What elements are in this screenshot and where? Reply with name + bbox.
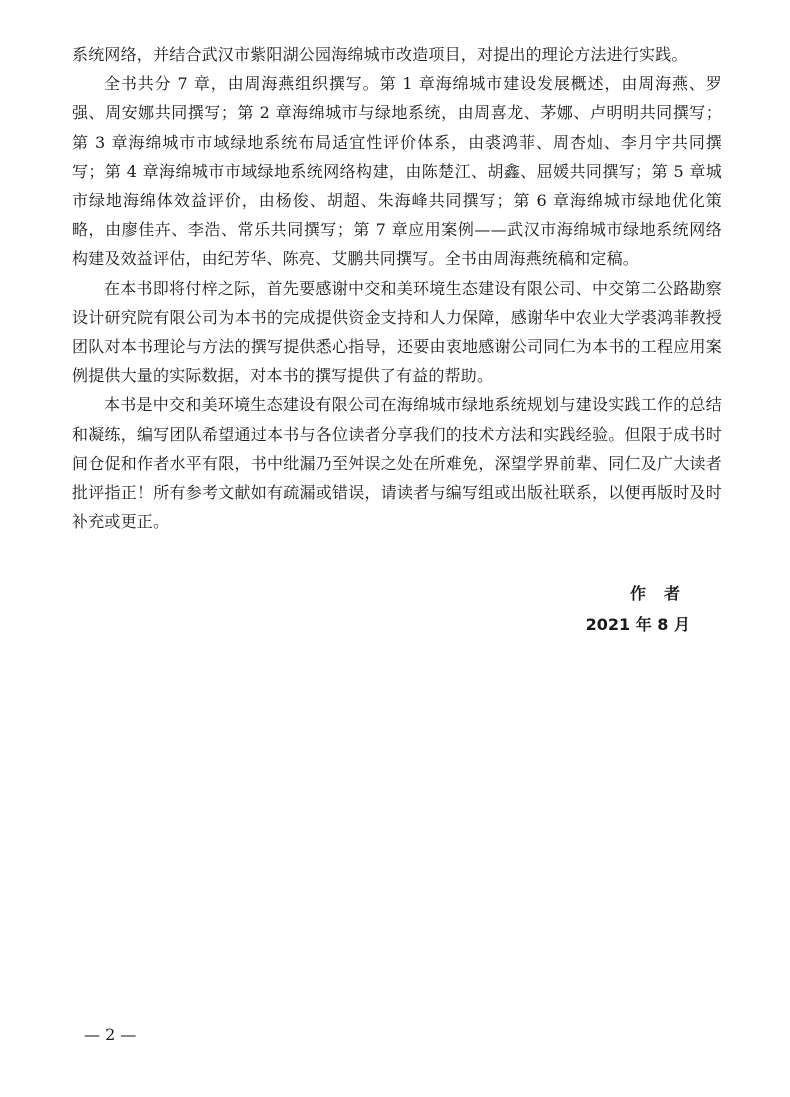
signature-date: 2021 年 8 月 [585,615,690,634]
signature-block [585,578,698,640]
page-number: — 2 — [84,1025,137,1044]
body-text [72,40,722,536]
paragraph-acknowledgements: 在本书即将付梓之际，首先要感谢中交和美环境生态建设有限公司、中交第二公路勘察设计研究院有限公司为本书的完成提供资金支持和人力保障，感谢华中农业大学裘鸿菲教授团队对本书理论与方法的撰写提供悉心指导，还要由衷地感谢公司同仁为本书的工程应用案例提供大量的实际数据，对本书的撰写提供了有益的帮助。 [72,278,722,386]
signature-author: 作者 [629,584,698,603]
paragraph-closing-remarks: 本书是中交和美环境生态建设有限公司在海绵城市绿地系统规划与建设实践工作的总结和凝练，编写团队希望通过本书与各位读者分享我们的技术方法和实践经验。但限于成书时间仓促和作者水平有限，书中纰漏乃至舛误之处在所难免，深望学界前辈、同仁及广大读者批评指正！所有参考文献如有疏漏或错误，请读者与编写组或出版社联系，以便再版时及时补充或更正。 [72,395,722,532]
paragraph-intro-continuation: 系统网络，并结合武汉市紫阳湖公园海绵城市改造项目，对提出的理论方法进行实践。 [72,45,688,64]
paragraph-chapter-authors: 全书共分 7 章，由周海燕组织撰写。第 1 章海绵城市建设发展概述，由周海燕、罗强、周安娜共同撰写；第 2 章海绵城市与绿地系统，由周喜龙、茅娜、卢明明共同撰写；第 3 章海绵城市市域绿地系统布局适宜性评价体系，由裘鸿菲、周杏灿、李月宇共同撰写；第 4 章海绵城市市域绿地系统网络构建，由陈楚江、胡鑫、屈媛共同撰写；第 5 章城市绿地海绵体效益评价，由杨俊、胡超、朱海峰共同撰写；第 6 章海绵城市绿地优化策略，由廖佳卉、李浩、常乐共同撰写；第 7 章应用案例——武汉市海绵城市绿地系统网络构建及效益评估，由纪芳华、陈亮、艾鹏共同撰写。全书由周海燕统稿和定稿。 [72,74,722,269]
